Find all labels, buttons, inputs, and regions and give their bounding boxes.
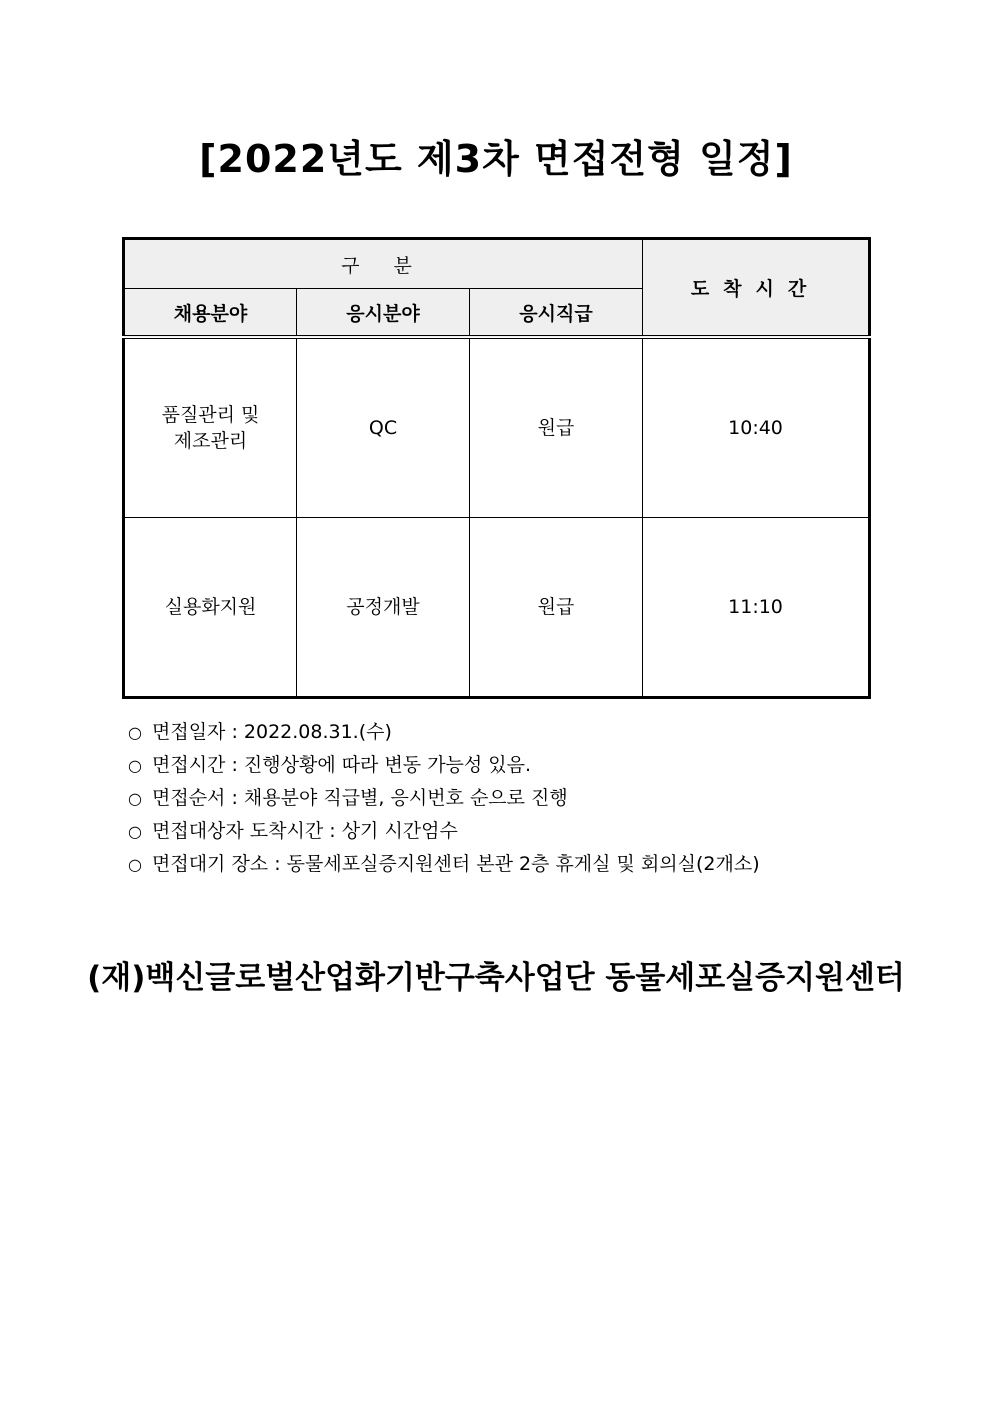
circle-bullet-icon: ○ xyxy=(128,756,142,775)
cell-field xyxy=(124,337,297,518)
circle-bullet-icon: ○ xyxy=(128,789,142,808)
column-header-field: 채용분야 xyxy=(124,289,297,338)
cell-field-line1: 품질관리 및 xyxy=(161,404,260,426)
table-header-row xyxy=(124,239,870,289)
notes-list xyxy=(128,716,888,881)
column-header-grade: 응시직급 xyxy=(470,289,643,338)
note-text: 면접대상자 도착시간 : 상기 시간엄수 xyxy=(152,820,458,842)
cell-field-line1: 실용화지원 xyxy=(164,596,257,618)
interview-schedule-table xyxy=(122,237,871,699)
group-header: 구 분 xyxy=(124,239,643,289)
note-item xyxy=(128,848,888,881)
organization-name: (재)백신글로벌산업화기반구축사업단 동물세포실증지원센터 xyxy=(87,960,905,996)
note-item xyxy=(128,716,888,749)
note-text: 면접시간 : 진행상황에 따라 변동 가능성 있음. xyxy=(152,754,532,776)
cell-field xyxy=(124,518,297,698)
note-item xyxy=(128,782,888,815)
circle-bullet-icon: ○ xyxy=(128,822,142,841)
note-text: 면접순서 : 채용분야 직급별, 응시번호 순으로 진행 xyxy=(152,787,568,809)
cell-arrival-time: 10:40 xyxy=(643,337,870,518)
cell-arrival-time: 11:10 xyxy=(643,518,870,698)
circle-bullet-icon: ○ xyxy=(128,723,142,742)
table-row xyxy=(124,337,870,518)
cell-area: 공정개발 xyxy=(297,518,470,698)
cell-grade: 원급 xyxy=(470,518,643,698)
cell-field-line2: 제조관리 xyxy=(173,430,248,452)
page-title: [2022년도 제3차 면접전형 일정] xyxy=(199,137,793,181)
note-text: 면접일자 : 2022.08.31.(수) xyxy=(152,721,392,743)
note-item xyxy=(128,749,888,782)
table-row xyxy=(124,518,870,698)
arrival-time-header: 도착시간 xyxy=(643,239,870,338)
cell-area: QC xyxy=(297,337,470,518)
circle-bullet-icon: ○ xyxy=(128,855,142,874)
note-item xyxy=(128,815,888,848)
column-header-area: 응시분야 xyxy=(297,289,470,338)
cell-grade: 원급 xyxy=(470,337,643,518)
note-text: 면접대기 장소 : 동물세포실증지원센터 본관 2층 휴게실 및 회의실(2개소) xyxy=(152,853,760,875)
